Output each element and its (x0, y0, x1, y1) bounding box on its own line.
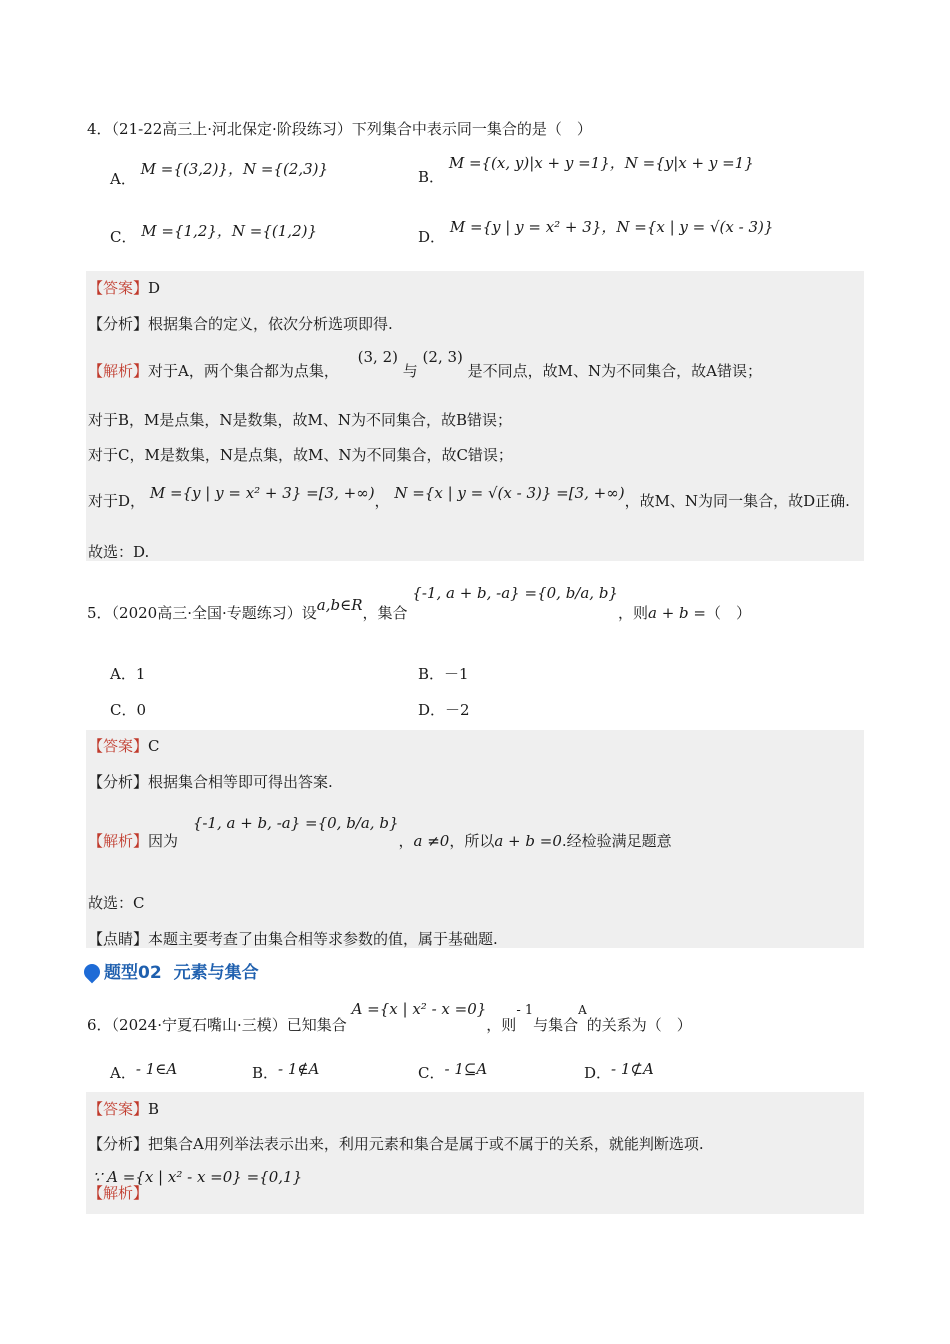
q4-option-b: B． M ={(x, y)|x + y =1}，N ={y|x + y =1} (418, 154, 754, 186)
q5-option-a: A．1 (110, 665, 146, 683)
q5-stem: 5．（2020高三·全国·专题练习）设a,b∈R，集合 {-1, a + b, -a} ={0, b/a, b}，则a + b =（ ） (87, 584, 751, 622)
q4-answer: 【答案】D (88, 279, 161, 297)
q4-option-a: A． M ={(3,2)}，N ={(2,3)} (110, 160, 329, 188)
q5-option-d: D．－2 (418, 701, 470, 719)
q6-option-b: B．- 1∉A (252, 1060, 320, 1082)
q4-option-c: C． M ={1,2}，N ={(1,2)} (110, 222, 318, 246)
q6-stem: 6．（2024·宁夏石嘴山·三模）已知集合 A ={x | x² - x =0}，则- 1与集合A的关系为（ ） (87, 1000, 692, 1034)
q6-option-c: C．- 1⊆A (418, 1060, 488, 1082)
q4-analysis: 【分析】根据集合的定义，依次分析选项即得. (88, 315, 393, 333)
q4-stem: 4．（21-22高三上·河北保定·阶段练习）下列集合中表示同一集合的是（ ） (87, 120, 592, 138)
q4-final: 故选：D. (88, 543, 150, 561)
q5-note: 【点睛】本题主要考查了由集合相等求参数的值，属于基础题. (88, 930, 498, 948)
q5-answer: 【答案】C (88, 737, 160, 755)
q4-solution-b: 对于B，M是点集，N是数集，故M、N为不同集合，故B错误； (88, 411, 513, 429)
q4-option-d: D． M ={y | y = x² + 3}，N ={x | y = √(x - 3)} (418, 218, 774, 246)
q6-option-d: D．- 1⊄A (584, 1060, 654, 1082)
q4-solution-d: 对于D， M ={y | y = x² + 3} =[3, +∞)， N ={x | y = √(x - 3)} =[3, +∞)，故M、N为同一集合，故D正确. (88, 484, 850, 510)
q5-option-b: B．－1 (418, 665, 469, 683)
q6-option-a: A．- 1∈A (110, 1060, 178, 1082)
q5-option-c: C．0 (110, 701, 147, 719)
q6-answer: 【答案】B (88, 1100, 160, 1118)
q5-final: 故选：C (88, 894, 145, 912)
q6-analysis: 【分析】把集合A用列举法表示出来，利用元素和集合是属于或不属于的关系，就能判断选项. (88, 1135, 704, 1153)
section-header: 题型02 元素与集合 (84, 958, 259, 983)
q4-solution-c: 对于C，M是数集，N是点集，故M、N为不同集合，故C错误； (88, 446, 513, 464)
location-pin-icon (81, 961, 104, 984)
q5-solution: 【解析】因为 {-1, a + b, -a} ={0, b/a, b}，a ≠0，所以a + b =0.经检验满足题意 (88, 814, 672, 850)
q6-solution: 【解析】 ∵ A ={x | x² - x =0} ={0,1} (88, 1168, 303, 1202)
q5-analysis: 【分析】根据集合相等即可得出答案. (88, 773, 333, 791)
q4-solution-a: 【解析】对于A，两个集合都为点集， (3, 2) 与 (2, 3) 是不同点，故M、N为不同集合，故A错误； (88, 348, 762, 380)
